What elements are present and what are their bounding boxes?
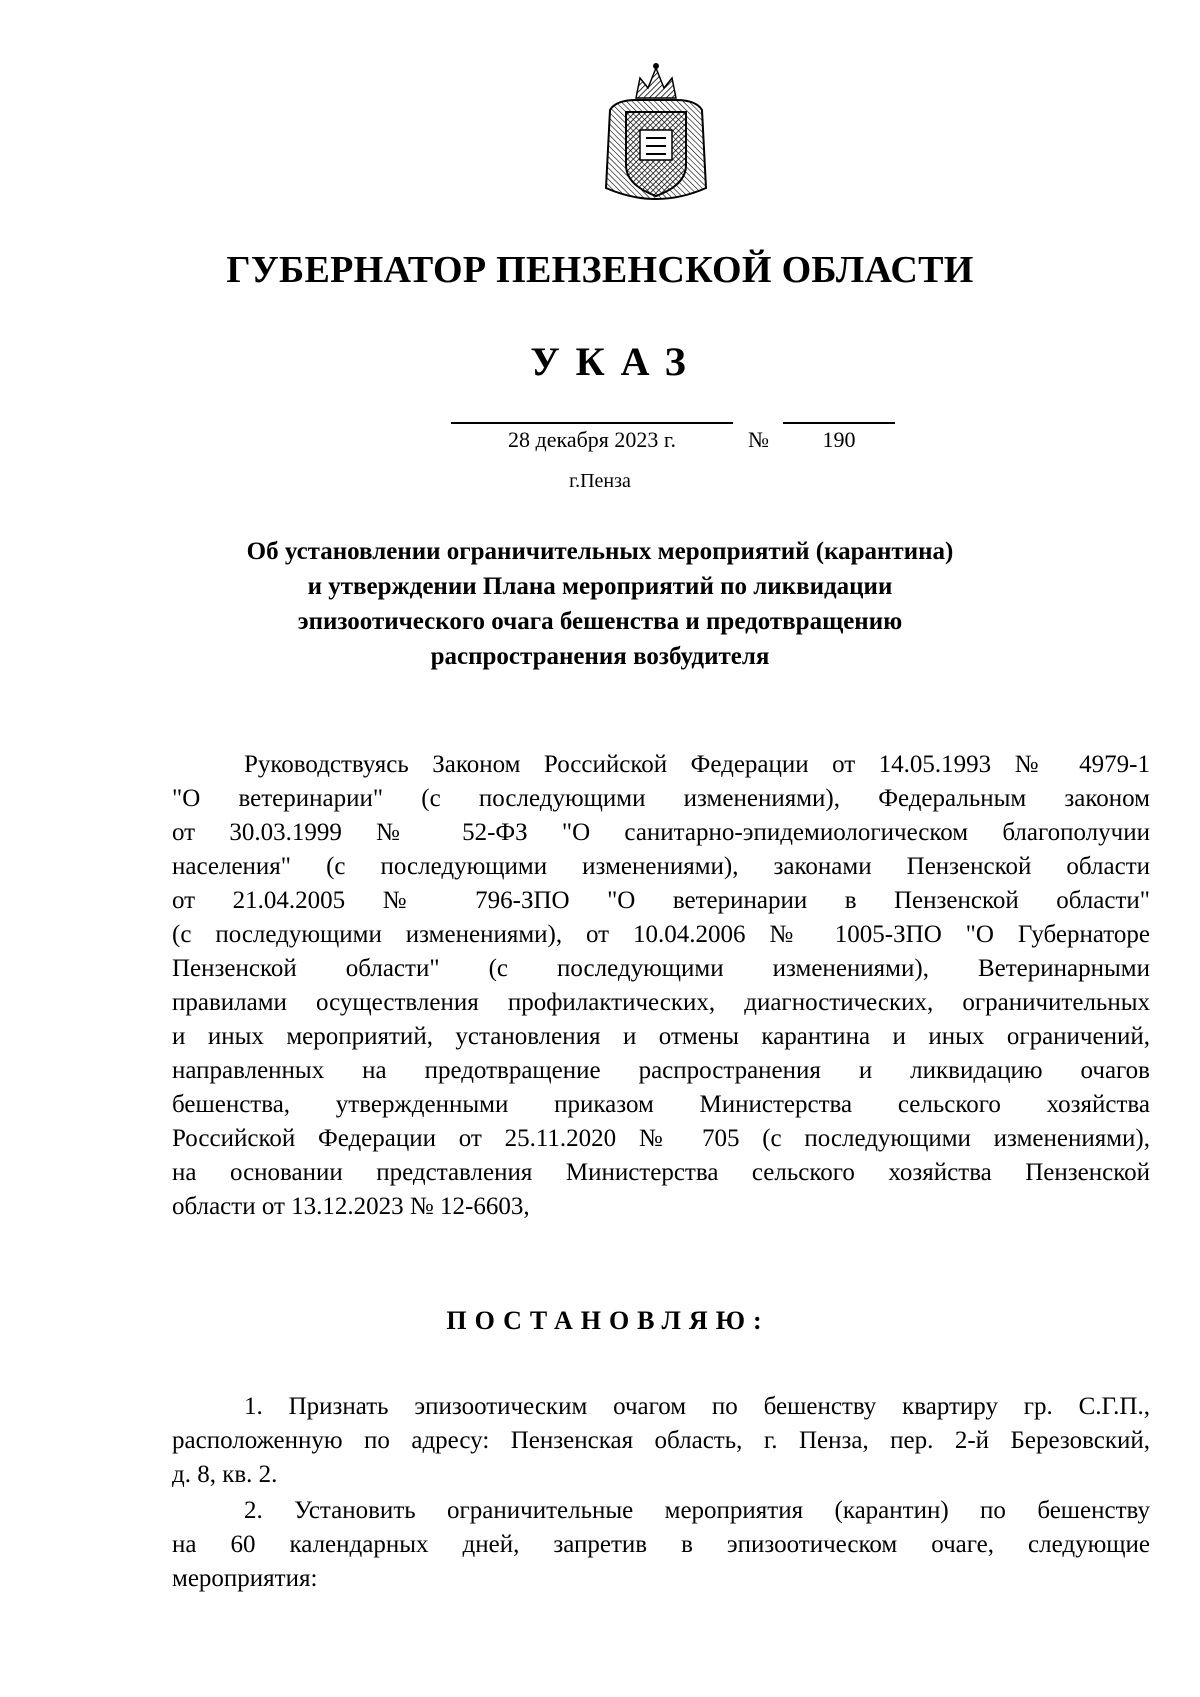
paragraph-line: Руководствуясь Законом Российской Федерации от 14.05.1993 № 4979-1 xyxy=(244,751,1150,778)
subject-line: Об установлении ограничительных мероприятий (карантина) xyxy=(246,538,954,565)
paragraph-line: 1. Признать эпизоотическим очагом по бешенству квартиру гр. С.Г.П., xyxy=(244,1393,1150,1420)
preamble-paragraph xyxy=(172,748,1150,1224)
paragraph-line: области от 13.12.2023 № 12-6603, xyxy=(172,1193,530,1220)
coat-of-arms-icon xyxy=(596,60,716,210)
paragraph-line: населения" (с последующими изменениями), законами Пензенской области xyxy=(172,853,1150,880)
item-1-paragraph xyxy=(172,1390,1150,1492)
paragraph-line: мероприятия: xyxy=(172,1565,318,1592)
paragraph-line: Пензенской области" (с последующими изменениями), Ветеринарными xyxy=(172,955,1150,982)
subject-line: распространения возбудителя xyxy=(430,643,770,670)
subject-line: эпизоотического очага бешенства и предотвращению xyxy=(297,608,903,635)
paragraph-line: д. 8, кв. 2. xyxy=(172,1461,278,1488)
decree-word: ПОСТАНОВЛЯЮ: xyxy=(446,1306,770,1335)
organization-title: ГУБЕРНАТОР ПЕНЗЕНСКОЙ ОБЛАСТИ xyxy=(226,249,974,291)
paragraph-line: направленных на предотвращение распространения и ликвидацию очагов xyxy=(172,1057,1150,1084)
document-number: 190 xyxy=(822,427,856,452)
paragraph-line: на основании представления Министерства сельского хозяйства Пензенской xyxy=(172,1159,1150,1186)
subject-line: и утверждении Плана мероприятий по ликвидации xyxy=(307,573,893,600)
document-date: 28 декабря 2023 г. xyxy=(508,427,676,452)
item-2-paragraph xyxy=(172,1494,1150,1596)
paragraph-line: "О ветеринарии" (с последующими изменениями), Федеральным законом xyxy=(172,785,1150,812)
paragraph-line: бешенства, утвержденными приказом Министерства сельского хозяйства xyxy=(172,1091,1150,1118)
paragraph-line: и иных мероприятий, установления и отмены карантина и иных ограничений, xyxy=(172,1023,1150,1050)
document-city: г.Пенза xyxy=(569,470,631,492)
number-sign: № xyxy=(748,427,769,452)
document-subject xyxy=(0,534,1200,674)
paragraph-line: (с последующими изменениями), от 10.04.2006 № 1005-ЗПО "О Губернаторе xyxy=(172,921,1150,948)
number-underline xyxy=(783,422,895,424)
paragraph-line: от 21.04.2005 № 796-ЗПО "О ветеринарии в Пензенской области" xyxy=(172,887,1150,914)
paragraph-line: расположенную по адресу: Пензенская область, г. Пенза, пер. 2-й Березовский, xyxy=(172,1427,1150,1454)
paragraph-line: от 30.03.1999 № 52-ФЗ "О санитарно-эпидемиологическом благополучии xyxy=(172,819,1150,846)
paragraph-line: Российской Федерации от 25.11.2020 № 705 (с последующими изменениями), xyxy=(172,1125,1150,1152)
paragraph-line: правилами осуществления профилактических, диагностических, ограничительных xyxy=(172,989,1150,1016)
document-type: УКАЗ xyxy=(530,339,702,384)
date-underline xyxy=(451,422,733,424)
paragraph-line: 2. Установить ограничительные мероприятия (карантин) по бешенству xyxy=(244,1497,1150,1524)
paragraph-line: на 60 календарных дней, запретив в эпизоотическом очаге, следующие xyxy=(172,1531,1150,1558)
